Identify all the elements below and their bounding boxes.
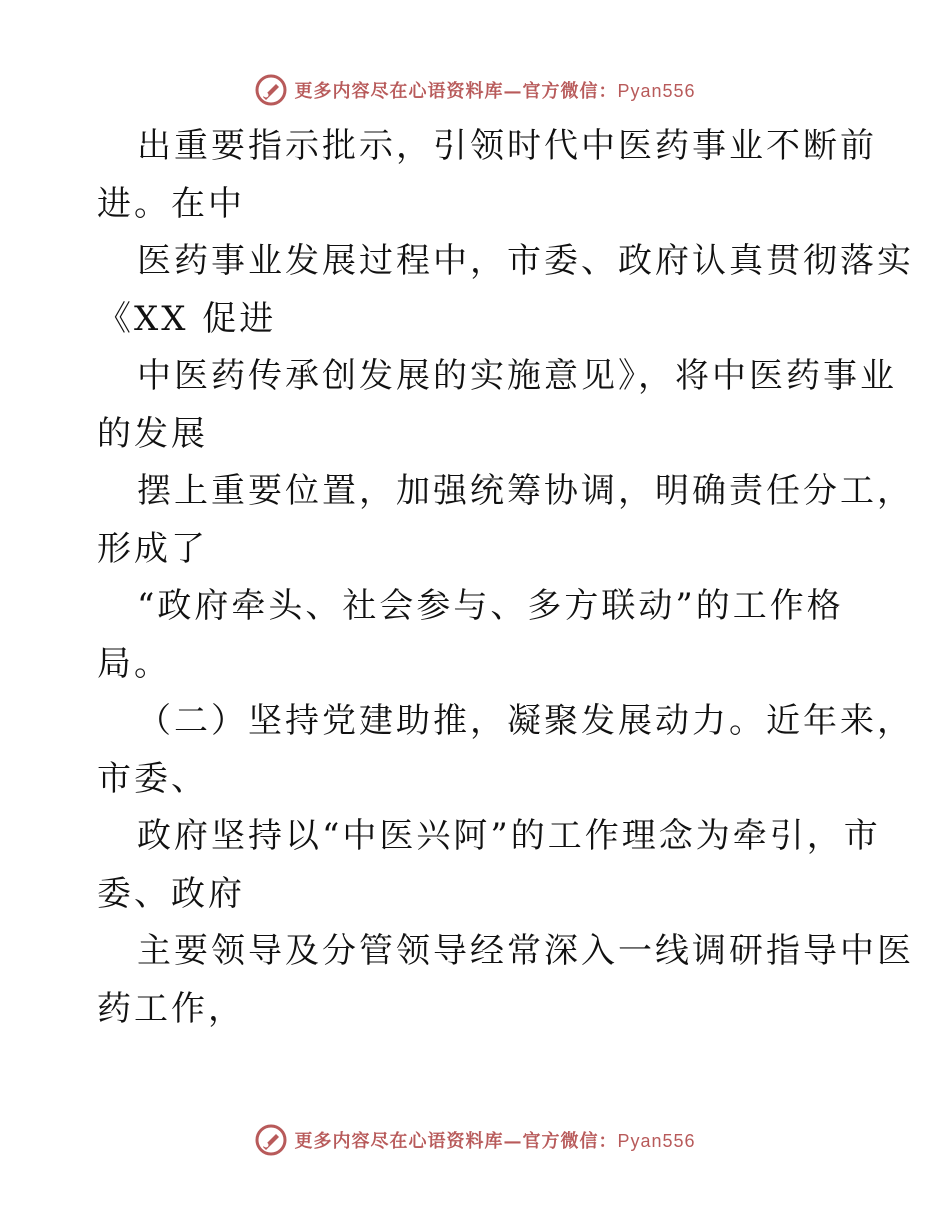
footer-watermark bbox=[0, 1120, 950, 1160]
watermark-text: 更多内容尽在心语资料库—官方微信：Pyan556 bbox=[294, 1131, 696, 1152]
watermark-text: 更多内容尽在心语资料库—官方微信：Pyan556 bbox=[294, 81, 696, 102]
pen-logo-icon bbox=[254, 73, 288, 107]
text-line: 主要领导及分管领导经常深入一线调研指导中医 bbox=[137, 931, 914, 971]
text-line: 局。 bbox=[97, 643, 171, 684]
text-line: 形成了 bbox=[97, 528, 208, 569]
text-line: 中医药传承创发展的实施意见》，将中医药事业 bbox=[137, 356, 897, 396]
text-line: 摆上重要位置，加强统筹协调，明确责任分工， bbox=[137, 471, 914, 511]
text-line: （二）坚持党建助推，凝聚发展动力。近年来， bbox=[137, 701, 914, 741]
text-line: 进。在中 bbox=[97, 183, 245, 224]
text-line: 《XX 促进 bbox=[97, 298, 277, 339]
text-line: 市委、 bbox=[97, 758, 208, 799]
pen-logo-icon bbox=[254, 1123, 288, 1157]
text-line: 药工作， bbox=[97, 988, 245, 1029]
text-line: 的发展 bbox=[97, 413, 208, 454]
header-watermark bbox=[0, 70, 950, 110]
text-line: 出重要指示批示，引领时代中医药事业不断前 bbox=[137, 126, 877, 166]
text-line: 委、政府 bbox=[97, 873, 245, 914]
text-line: “政府牵头、社会参与、多方联动”的工作格 bbox=[137, 586, 844, 626]
text-line: 医药事业发展过程中，市委、政府认真贯彻落实 bbox=[137, 241, 914, 281]
document-body bbox=[97, 118, 914, 1038]
text-line: 政府坚持以“中医兴阿”的工作理念为牵引，市 bbox=[137, 816, 881, 856]
